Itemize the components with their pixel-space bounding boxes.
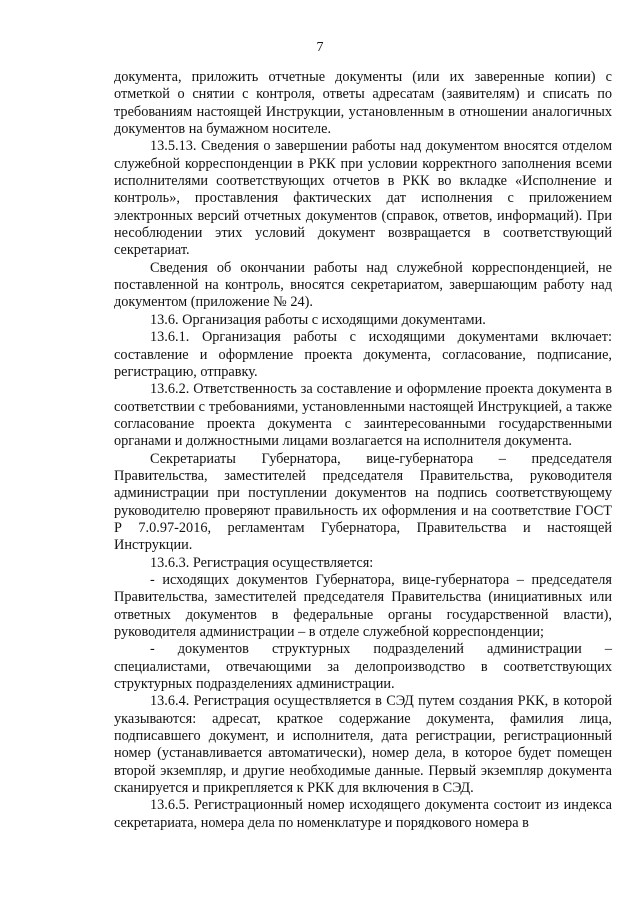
- paragraph-secretariats: Секретариаты Губернатора, вице-губернатора – председателя Правительства, заместителей председателя Правительства, руководителя администрации при поступлении документов на подпись соответствующему руководителю проверяют правильность их оформления и на соответствие ГОСТ Р 7.0.97-2016, регламентам Губернатора, Правительства и настоящей Инструкции.: [114, 450, 612, 554]
- list-item-department-documents: - документов структурных подразделений администрации – специалистами, отвечающими за делопроизводство в соответствующих структурных подразделениях администрации.: [114, 641, 612, 693]
- list-item-outgoing-documents: - исходящих документов Губернатора, вице-губернатора – председателя Правительства, заместителей председателя Правительства (инициативных или ответных документов в федеральные органы государственной власти), руководителя администрации – в отделе служебной корреспонденции;: [114, 571, 612, 640]
- paragraph-13-6-4: 13.6.4. Регистрация осуществляется в СЭД путем создания РКК, в которой указываются: адресат, краткое содержание документа, фамилия лица, подписавшего документ, и исполнителя, дата регистрации, регистрационный номер (устанавливается автоматически), номер дела, в которое будет помещен второй экземпляр, и другие необходимые данные. Первый экземпляр документа сканируется и прикрепляется к РКК для включения в СЭД.: [114, 693, 612, 797]
- paragraph-completion-info: Сведения об окончании работы над служебной корреспонденцией, не поставленной на контроль, вносятся секретариатом, завершающим работу над документом (приложение № 24).: [114, 259, 612, 311]
- paragraph-13-6-5: 13.6.5. Регистрационный номер исходящего документа состоит из индекса секретариата, номера дела по номенклатуре и порядкового номера в: [114, 797, 612, 831]
- paragraph-13-6-1: 13.6.1. Организация работы с исходящими документами включает: составление и оформление проекта документа, согласование, подписание, регистрацию, отправку.: [114, 329, 612, 380]
- paragraph-13-5-13: 13.5.13. Сведения о завершении работы над документом вносятся отделом служебной корреспонденции в РКК при условии корректного заполнения всеми исполнителями соответствующих отчетов в РКК во вкладке «Исполнение и контроль», проставления фактических дат исполнения с приложением электронных версий отчетных документов (справок, ответов, информаций). При несоблюдении этих условий документ возвращается в соответствующий секретариат.: [114, 138, 612, 259]
- section-heading-13-6: 13.6. Организация работы с исходящими документами.: [150, 311, 486, 328]
- paragraph-13-6-2: 13.6.2. Ответственность за составление и оформление проекта документа в соответствии с требованиями, установленными настоящей Инструкцией, а также согласование проекта документа с заинтересованными государственными органами и должностными лицами возлагается на исполнителя документа.: [114, 381, 612, 450]
- page-number: 7: [316, 40, 324, 55]
- paragraph-continuation: документа, приложить отчетные документы (или их заверенные копии) с отметкой о снятии с контроля, ответы адресатам (заявителям) и списать по требованиям настоящей Инструкции, установленным в отношении аналогичных документов на бумажном носителе.: [114, 69, 612, 138]
- paragraph-13-6-3: 13.6.3. Регистрация осуществляется:: [150, 554, 374, 571]
- document-body: [114, 69, 612, 832]
